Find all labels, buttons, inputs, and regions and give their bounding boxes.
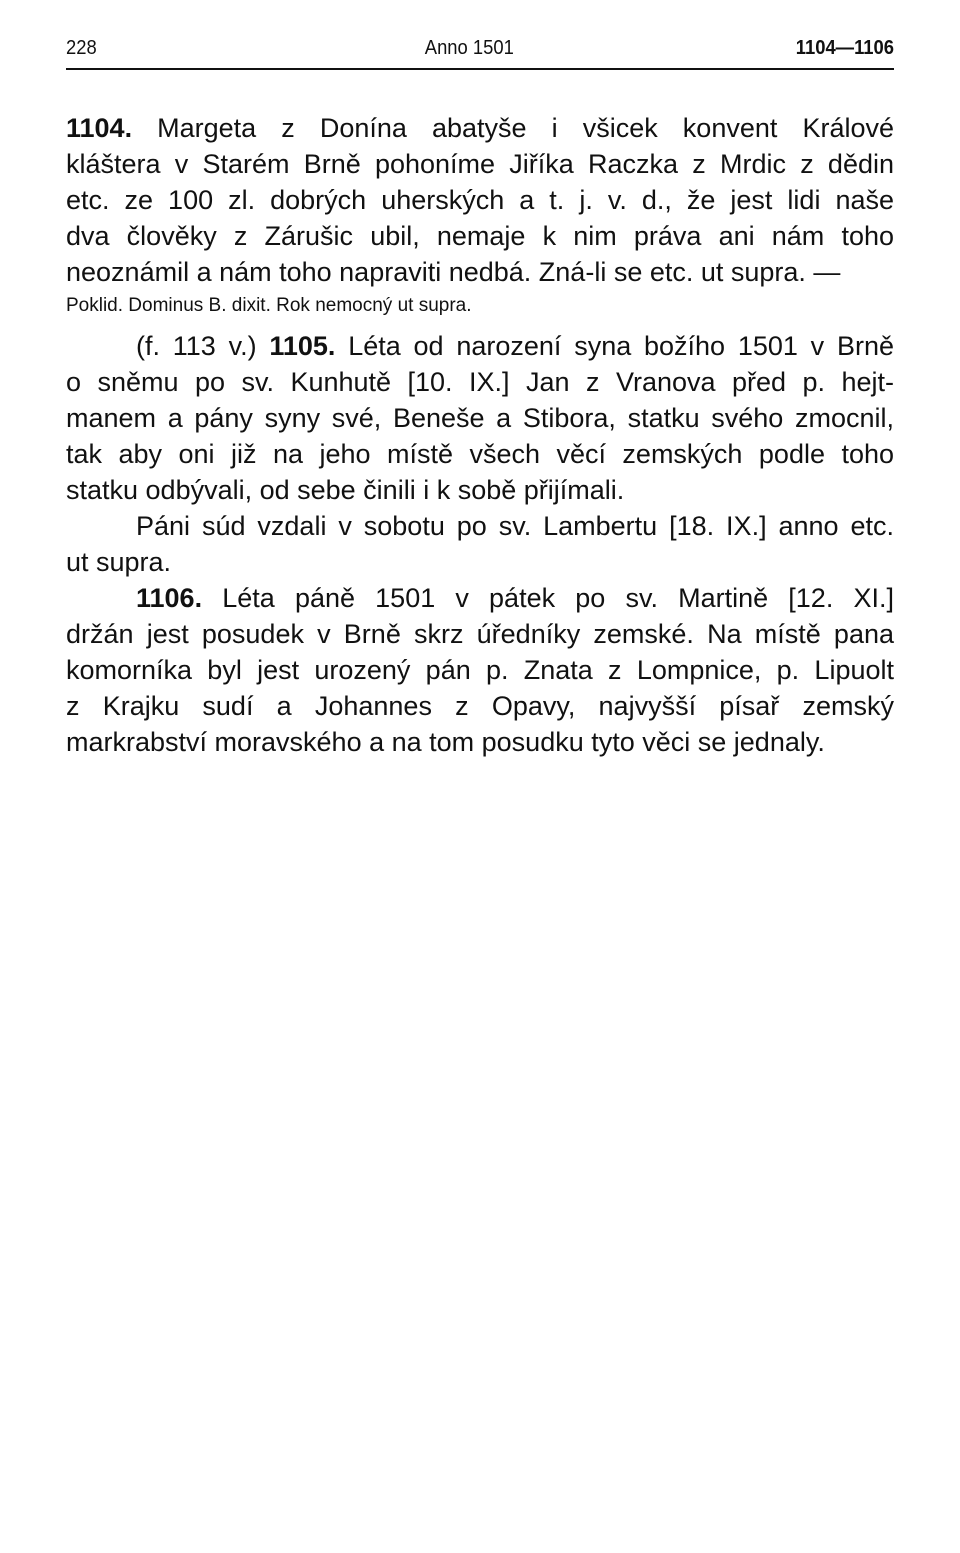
line-text: Margeta z Donína abatyše i všicek konvent Králové <box>132 113 894 143</box>
line-text: statku odbývali, od sebe činili i k sobě přijímali. <box>66 475 625 505</box>
text-line <box>66 472 894 508</box>
header-rule <box>66 68 894 70</box>
entry-number: 1105. <box>269 331 336 361</box>
text-line <box>66 652 894 688</box>
line-text: Léta od narození syna božího 1501 v Brně <box>335 331 894 361</box>
running-head-entry-range: 1104—1106 <box>795 37 894 59</box>
line-text: dva člověky z Zárušic ubil, nemaje k nim práva ani nám toho <box>66 221 894 251</box>
line-text: o sněmu po sv. Kunhutě [10. IX.] Jan z Vranova před p. hejt- <box>66 367 894 397</box>
text-line <box>66 688 894 724</box>
line-text: markrabství moravského a na tom posudku tyto věci se jednaly. <box>66 727 825 757</box>
text-line <box>66 436 894 472</box>
line-text: Páni súd vzdali v sobotu po sv. Lambertu [18. IX.] anno etc. <box>136 511 894 541</box>
text-line <box>66 724 894 760</box>
line-text: držán jest posudek v Brně skrz úředníky zemské. Na místě pana <box>66 619 894 649</box>
text-line <box>66 616 894 652</box>
line-text: Léta páně 1501 v pátek po sv. Martině [12. XI.] <box>202 583 894 613</box>
text-line <box>66 544 894 580</box>
entry <box>66 110 894 320</box>
running-head <box>66 30 894 66</box>
line-text: komorníka byl jest urozený pán p. Znata z Lompnice, p. Lipuolt <box>66 655 894 685</box>
line-text: etc. ze 100 zl. dobrých uherských a t. j. v. d., že jest lidi naše <box>66 185 894 215</box>
text-line <box>66 580 894 616</box>
folio-reference: (f. 113 v.) <box>136 331 270 361</box>
line-text: neoznámil a nám toho napraviti nedbá. Zná-li se etc. ut supra. — <box>66 257 841 287</box>
line-text: ut supra. <box>66 547 172 577</box>
text-line <box>66 254 894 290</box>
document-page <box>66 30 894 1530</box>
text-line <box>66 218 894 254</box>
running-head-year: Anno 1501 <box>424 37 514 59</box>
page-number: 228 <box>66 37 97 59</box>
entry-number: 1106. <box>136 583 203 613</box>
text-line <box>66 508 894 544</box>
text-line <box>66 328 894 364</box>
text-line <box>66 364 894 400</box>
line-text: manem a pány syny své, Beneše a Stibora, statku svého zmocnil, <box>66 403 894 433</box>
line-text: kláštera v Starém Brně pohoníme Jiříka Raczka z Mrdic z dědin <box>66 149 894 179</box>
text-line <box>66 110 894 146</box>
entry <box>66 328 894 580</box>
text-line <box>66 182 894 218</box>
entry <box>66 580 894 760</box>
text-line <box>66 400 894 436</box>
entry-number: 1104. <box>66 113 133 143</box>
document-body <box>66 110 894 760</box>
line-text: tak aby oni již na jeho místě všech věcí zemských podle toho <box>66 439 894 469</box>
text-line <box>66 146 894 182</box>
line-text: z Krajku sudí a Johannes z Opavy, najvyšší písař zemský <box>66 691 894 721</box>
entry-note: Poklid. Dominus B. dixit. Rok nemocný ut supra. <box>66 295 472 316</box>
